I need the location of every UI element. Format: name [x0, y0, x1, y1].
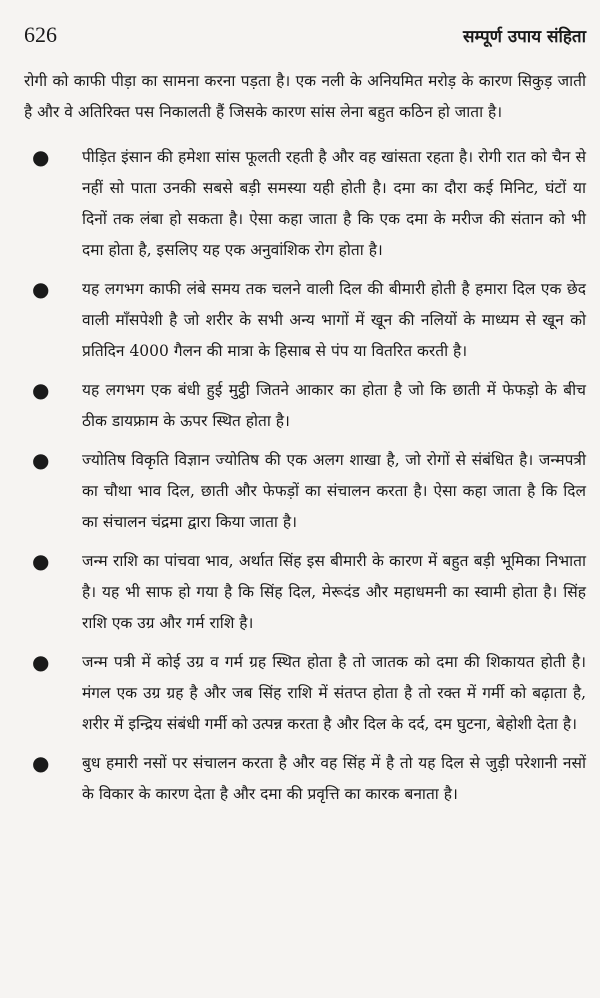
bullet-text: ज्योतिष विकृति विज्ञान ज्योतिष की एक अलग शाखा है, जो रोगों से संबंधित है। जन्मपत्री का चौथा भाव दिल, छाती और फेफड़ों का संचालन करता है। ऐसा कहा जाता है कि दिल का संचालन चंद्रमा द्वारा किया जाता है।: [82, 451, 586, 531]
bullet-text: यह लगभग काफी लंबे समय तक चलने वाली दिल की बीमारी होती है हमारा दिल एक छेद वाली माँसपेशी है जो शरीर के सभी अन्य भागों में खून की नलियों के माध्यम से खून को प्रतिदिन 4000 गैलन की मात्रा के हिसाब से पंप या वितरित करती है।: [82, 280, 586, 360]
bullet-icon: ●: [32, 145, 50, 169]
page-header: [24, 22, 586, 62]
bullet-text: जन्म पत्री में कोई उग्र व गर्म ग्रह स्थित होता है तो जातक को दमा की शिकायत होती है। मंगल एक उग्र ग्रह है और जब सिंह राशि में संतप्त होता है तो रक्त में गर्मी को बढ़ाता है, शरीर में इन्द्रिय संबंधी गर्मी को उत्पन्न करता है और दिल के दर्द, दम घुटना, बेहोशी देता है।: [82, 653, 586, 733]
page-number: 626: [24, 22, 57, 47]
bullet-icon: ●: [32, 549, 50, 573]
bullet-item: [24, 748, 586, 810]
bullet-item: [24, 375, 586, 437]
bullet-item: [24, 546, 586, 639]
bullet-item: [24, 142, 586, 266]
bullet-item: [24, 445, 586, 538]
bullet-text: बुध हमारी नसों पर संचालन करता है और वह सिंह में है तो यह दिल से जुड़ी परेशानी नसों के विकार के कारण देता है और दमा की प्रवृत्ति का कारक बनाता है।: [82, 754, 586, 803]
running-title: सम्पूर्ण उपाय संहिता: [463, 27, 586, 47]
bullet-icon: ●: [32, 277, 50, 301]
bullet-list: [24, 142, 586, 810]
bullet-text: जन्म राशि का पांचवा भाव, अर्थात सिंह इस बीमारी के कारण में बहुत बड़ी भूमिका निभाता है। यह भी साफ हो गया है कि सिंह दिल, मेरूदंड और महाधमनी का स्वामी होता है। सिंह राशि एक उग्र और गर्म राशि है।: [82, 552, 586, 632]
bullet-item: [24, 274, 586, 367]
bullet-icon: ●: [32, 751, 50, 775]
bullet-text: पीड़ित इंसान की हमेशा सांस फूलती रहती है और वह खांसता रहता है। रोगी रात को चैन से नहीं सो पाता उनकी सबसे बड़ी समस्या यही होती है। दमा का दौरा कई मिनिट, घंटों या दिनों तक लंबा हो सकता है। ऐसा कहा जाता है कि एक दमा के मरीज की संतान को भी दमा होता है, इसलिए यह एक अनुवांशिक रोग होता है।: [82, 148, 586, 259]
bullet-text: यह लगभग एक बंधी हुई मुट्ठी जितने आकार का होता है जो कि छाती में फेफड़ो के बीच ठीक डायफ्राम के ऊपर स्थित होता है।: [82, 381, 586, 430]
bullet-icon: ●: [32, 378, 50, 402]
bullet-icon: ●: [32, 650, 50, 674]
bullet-icon: ●: [32, 448, 50, 472]
bullet-item: [24, 647, 586, 740]
intro-paragraph: रोगी को काफी पीड़ा का सामना करना पड़ता है। एक नली के अनियमित मरोड़ के कारण सिकुड़ जाती है और वे अतिरिक्त पस निकालती हैं जिसके कारण सांस लेना बहुत कठिन हो जाता है।: [24, 72, 586, 121]
